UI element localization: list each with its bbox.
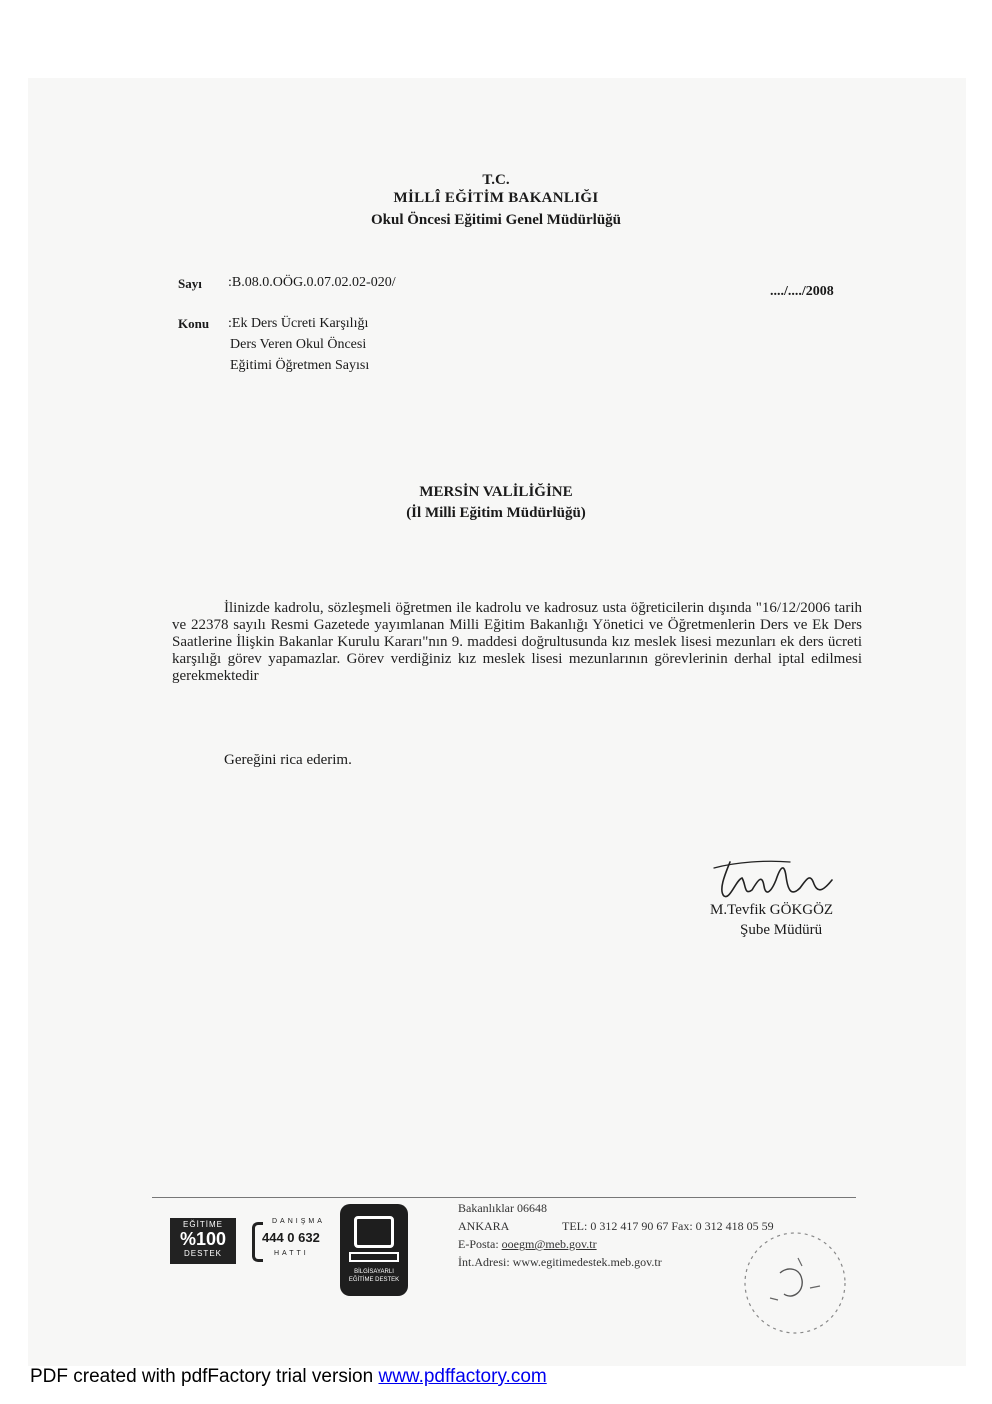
email-link[interactable]: ooegm@meb.gov.tr [501,1237,597,1251]
address-phone-fax: TEL: 0 312 417 90 67 Fax: 0 312 418 05 59 [562,1219,774,1233]
official-stamp [740,1228,850,1338]
document-date: ..../..../2008 [770,284,834,299]
pdffactory-link[interactable]: www.pdffactory.com [378,1366,547,1387]
recipient-line-2: (İl Milli Eğitim Müdürlüğü) [406,505,586,521]
scanned-page [28,78,966,1366]
danisma-hatti-logo: DANIŞMA 444 0 632 HATTI [252,1218,332,1264]
konu-label: Konu [178,316,210,331]
pdf-creator-note [30,1366,547,1388]
footer-divider [152,1197,856,1198]
konu-line-2: Ders Veren Okul Öncesi [230,337,367,352]
pdf-note-text: PDF created with pdfFactory trial version [30,1366,379,1387]
header-country: T.C. [482,172,510,188]
email-label: E-Posta: [458,1237,499,1251]
letter-body [172,600,862,685]
computer-icon [354,1216,394,1248]
konu-line-1: :Ek Ders Ücreti Karşılığı [228,316,369,331]
signatory-name: M.Tevfik GÖKGÖZ [710,902,834,918]
web-row [458,1255,662,1270]
recipient-line-1: MERSİN VALİLİĞİNE [419,484,573,500]
konu-line-3: Eğitimi Öğretmen Sayısı [230,358,370,373]
web-address: www.egitimedestek.meb.gov.tr [512,1255,662,1269]
email-row [458,1237,597,1252]
header-department: Okul Öncesi Eğitimi Genel Müdürlüğü [370,212,622,228]
closing-line: Gereğini rica ederim. [224,752,352,768]
web-label: İnt.Adresi: [458,1255,510,1269]
bilgisayarli-egitim-logo: BİLGİSAYARLI EĞİTİME DESTEK [340,1204,408,1296]
handwritten-signature [706,850,846,906]
sayi-value: :B.08.0.OÖG.0.07.02.02-020/ [228,275,396,290]
address-city: ANKARA [458,1219,510,1233]
header-ministry: MİLLÎ EĞİTİM BAKANLIĞI [393,190,599,206]
signatory-title: Şube Müdürü [740,922,823,938]
sayi-label: Sayı [178,276,202,291]
body-paragraph: İlinizde kadrolu, sözleşmeli öğretmen ile kadrolu ve kadrosuz usta öğreticilerin dışında "16/12/2006 tarih ve 22378 sayılı Resmi Gazetede yayımlanan Milli Eğitim Bakanlığı Yönetici ve Öğretmenlerin Ders ve Ek Ders Saatlerine İlişkin Bakanlar Kurulu Kararı"nın 9. maddesi doğrultusunda kız meslek lisesi mezunları ek ders ücreti karşılığı görev yapamazlar. Görev verdiğiniz kız meslek lisesi mezunlarının görevlerinin derhal iptal edilmesi gerekmektedir [172,600,862,684]
egitime-destek-logo: EĞİTİME %100 DESTEK [170,1218,236,1264]
address-line-1: Bakanlıklar 06648 [458,1201,547,1215]
